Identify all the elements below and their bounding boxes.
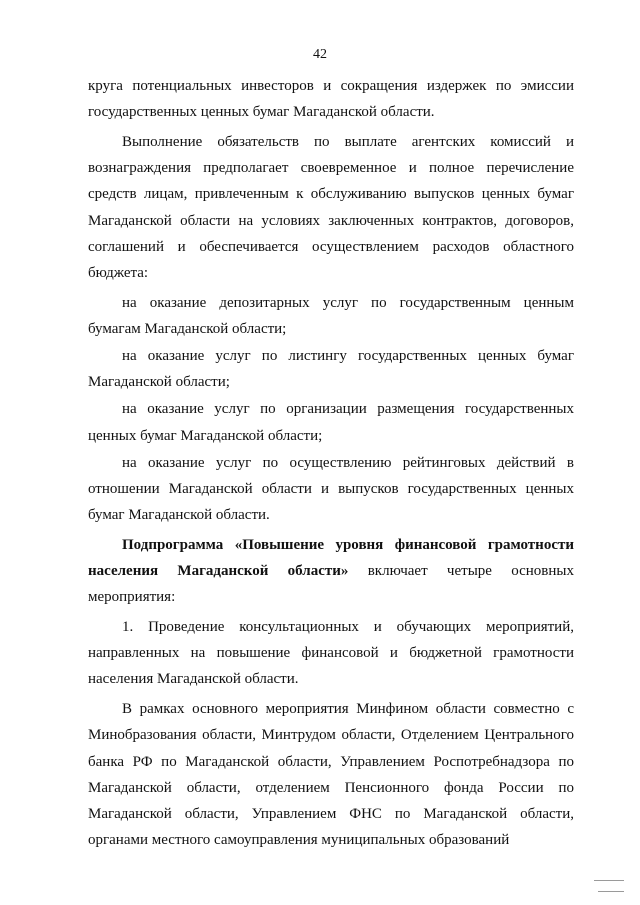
scan-edge-mark (594, 880, 624, 881)
paragraph-continuation: круга потенциальных инвесторов и сокращения издержек по эмиссии государственных ценных бумаг Магаданской области. (88, 78, 574, 121)
paragraph-activity-framework: В рамках основного мероприятия Минфином области совместно с Минобразования области, Минтрудом области, Отделением Центрального банка РФ по Магаданской области, Управлением Роспотребнадзора по Магаданской области, отделением Пенсионного фонда России по Магаданской области, Управлением ФНС по Магаданской области, органами местного самоуправления муниципальных образований (88, 701, 574, 849)
paragraph-obligations: Выполнение обязательств по выплате агентских комиссий и вознаграждения предполагает своевременное и полное перечисление средств лицам, привлеченным к обслуживанию выпусков ценных бумаг Магаданской области на условиях заключенных контрактов, договоров, соглашений и обеспечивается осуществлением расходов областного бюджета: (88, 133, 574, 281)
list-item-depository-services: на оказание депозитарных услуг по государственным ценным бумагам Магаданской области; (88, 294, 574, 337)
subprogram-title: Подпрограмма «Повышение уровня финансовой грамотности населения Магаданской области» (88, 536, 574, 580)
scan-edge-mark (598, 891, 624, 892)
document-body (88, 73, 574, 857)
paragraph-subprogram (88, 532, 574, 611)
paragraph-activity-1: 1. Проведение консультационных и обучающих мероприятий, направленных на повышение финансовой и бюджетной грамотности населения Магаданской области. (88, 619, 574, 688)
list-item-listing-services: на оказание услуг по листингу государственных ценных бумаг Магаданской области; (88, 348, 574, 391)
subprogram-description: включает четыре основных мероприятия: (88, 563, 574, 606)
page-number: 42 (313, 47, 327, 62)
list-item-placement-services: на оказание услуг по организации размещения государственных ценных бумаг Магаданской области; (88, 401, 574, 444)
list-item-rating-services: на оказание услуг по осуществлению рейтинговых действий в отношении Магаданской области и выпусков государственных ценных бумаг Магаданской области. (88, 454, 574, 524)
